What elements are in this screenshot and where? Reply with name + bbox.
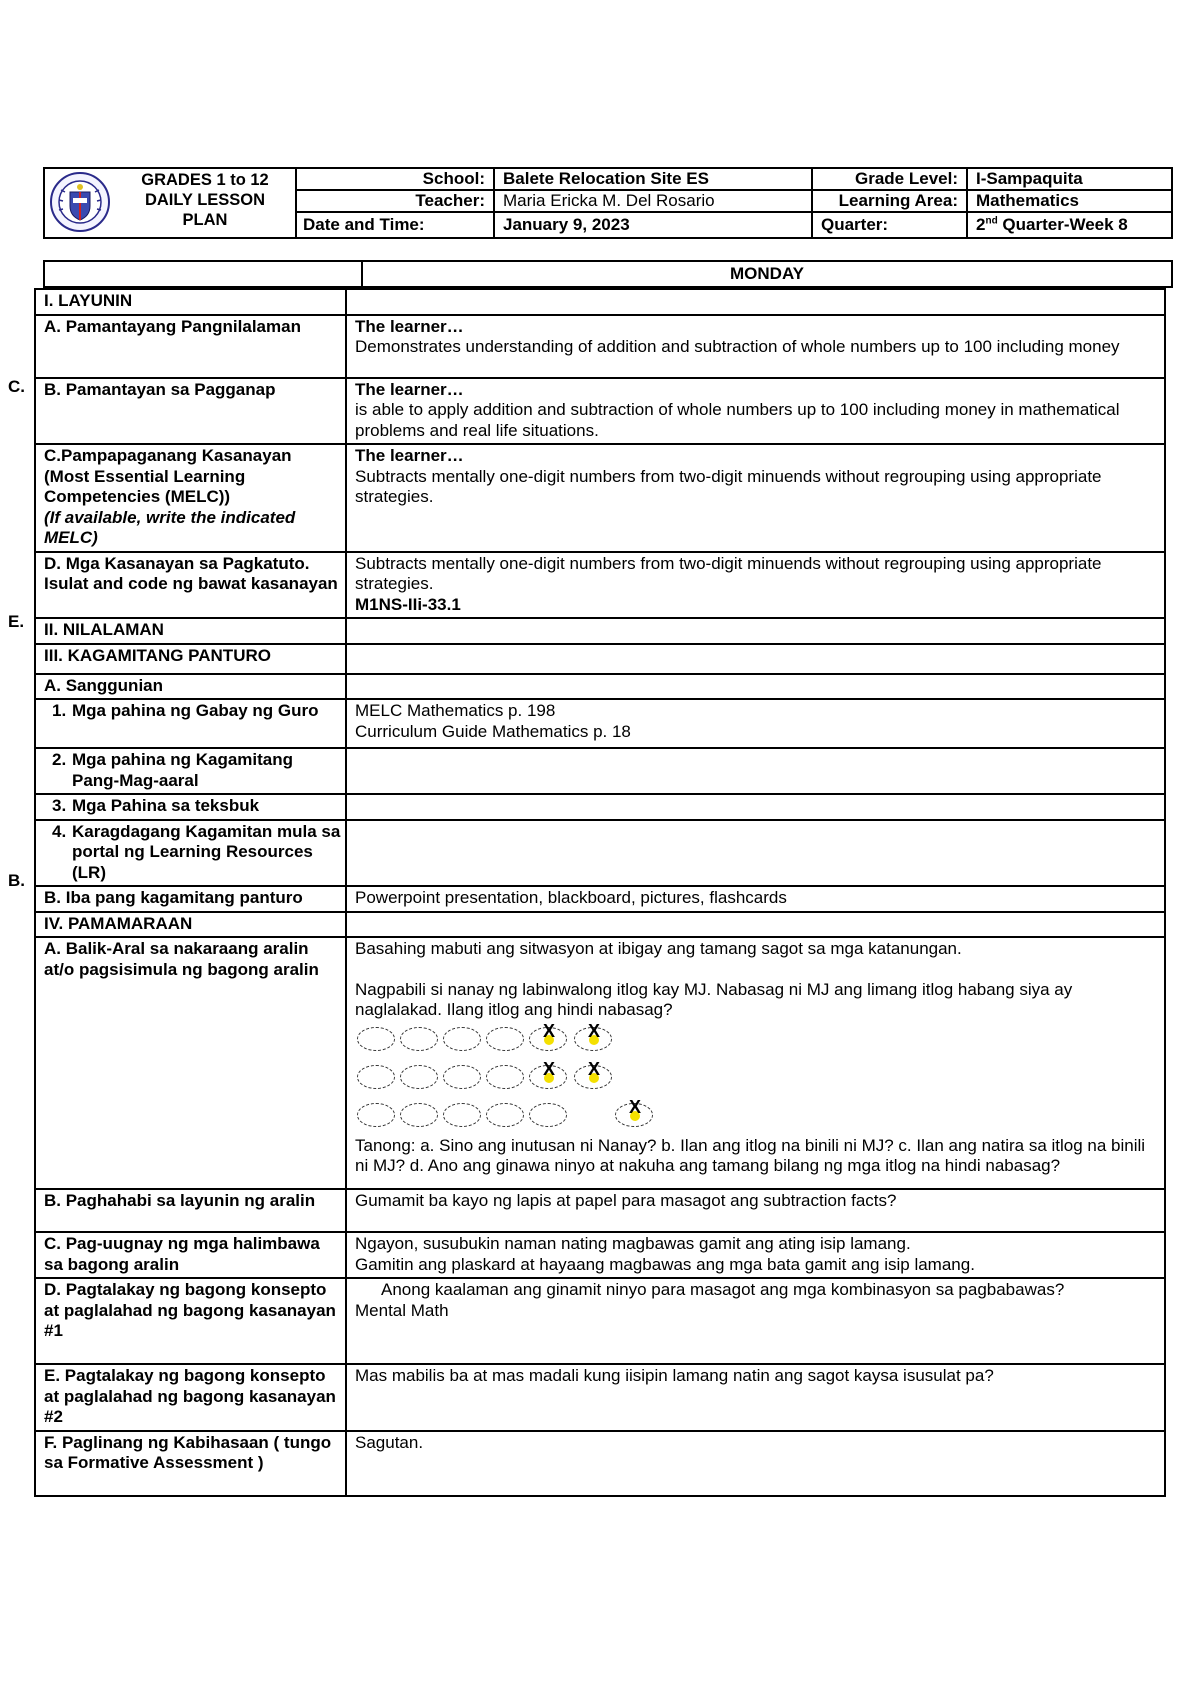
- whole-egg: [400, 1103, 438, 1127]
- whole-egg: [529, 1103, 567, 1127]
- broken-mark: X: [543, 1020, 556, 1041]
- label-teksbuk: 3. Mga Pahina sa teksbuk: [35, 794, 346, 820]
- label-pag-uugnay: C. Pag-uugnay ng mga halimbawa sa bagong aralin: [35, 1232, 346, 1278]
- label-paghahabi: B. Paghahabi sa layunin ng aralin: [35, 1189, 346, 1232]
- competency-text: Subtracts mentally one-digit numbers from two-digit minuends without regrouping using appropriate strategies.: [355, 553, 1102, 593]
- lesson-plan-table: [34, 288, 1166, 1497]
- label-kasanayan-sa-pagkatuto: D. Mga Kasanayan sa Pagkatuto. Isulat and code ng bawat kasanayan: [35, 552, 346, 619]
- table-row: [35, 618, 1165, 644]
- content-standard-text: Demonstrates understanding of addition and subtraction of whole numbers up to 100 including money: [355, 337, 1120, 356]
- title-cell: [45, 169, 297, 237]
- day-header: MONDAY: [730, 264, 804, 283]
- table-row: [35, 444, 1165, 552]
- reference-melc: MELC Mathematics p. 198: [355, 701, 556, 720]
- school-label: School:: [295, 169, 495, 189]
- deped-seal-icon: [49, 170, 111, 234]
- learning-area-label: Learning Area:: [813, 191, 968, 211]
- example-text-2: Gamitin ang plaskard at hayaang magbawas ang mga bata gamit ang isip lamang.: [355, 1254, 975, 1274]
- whole-egg: [357, 1027, 395, 1051]
- table-row: [35, 1232, 1165, 1278]
- margin-marker-b: B.: [8, 871, 25, 890]
- quarter-label: Quarter:: [813, 213, 968, 237]
- table-row: [35, 1189, 1165, 1232]
- melc-text: Subtracts mentally one-digit numbers from two-digit minuends without regrouping using appropriate strategies.: [355, 466, 1102, 506]
- label-pagtalakay-1: D. Pagtalakay ng bagong konsepto at paglalahad ng bagong kasanayan #1: [35, 1278, 346, 1364]
- discussion-answer-1: Mental Math: [355, 1300, 449, 1320]
- table-row: [35, 699, 1165, 748]
- whole-egg: [400, 1065, 438, 1089]
- discussion-question-1: Anong kaalaman ang ginamit ninyo para masagot ang mga kombinasyon sa pagbabawas?: [381, 1280, 1065, 1299]
- word-problem: Nagpabili si nanay ng labinwalong itlog kay MJ. Nabasag ni MJ ang limang itlog habang siya ay naglalakad. Ilang itlog ang hindi nabasag?: [355, 979, 1073, 1019]
- document-title: GRADES 1 to 12 DAILY LESSON PLAN: [141, 171, 269, 229]
- teacher-value: Maria Ericka M. Del Rosario: [495, 191, 813, 211]
- lesson-plan-header: [43, 167, 1173, 239]
- section-nilalaman: II. NILALAMAN: [35, 618, 346, 644]
- whole-egg: [400, 1027, 438, 1051]
- whole-egg: [443, 1027, 481, 1051]
- grade-level-label: Grade Level:: [813, 169, 968, 189]
- table-row: [35, 289, 1165, 315]
- date-time-label: Date and Time:: [295, 213, 495, 237]
- label-gabay-ng-guro: 1. Mga pahina ng Gabay ng Guro: [35, 699, 346, 748]
- discussion-question-2: Mas mabilis ba at mas madali kung iisipin lamang natin ang sagot kaysa isusulat pa?: [346, 1364, 1165, 1431]
- performance-standard-text: is able to apply addition and subtraction of whole numbers up to 100 including money in mathematical problems and real life situations.: [355, 400, 1120, 440]
- label-balik-aral: A. Balik-Aral sa nakaraang aralin at/o pagsisimula ng bagong aralin: [35, 937, 346, 1189]
- label-karagdagang-kagamitan: 4. Karagdagang Kagamitan mula sa portal ng Learning Resources (LR): [35, 820, 346, 887]
- label-pamantayan-sa-pagganap: B. Pamantayan sa Pagganap: [35, 378, 346, 445]
- label-iba-pang-kagamitan: B. Iba pang kagamitang panturo: [35, 886, 346, 912]
- date-time-value: January 9, 2023: [495, 213, 813, 237]
- section-pamamaraan: IV. PAMAMARAAN: [35, 912, 346, 938]
- label-kagamitang-pang-mag-aaral: 2. Mga pahina ng Kagamitang Pang-Mag-aaral: [35, 748, 346, 794]
- label-paglinang-ng-kabihasaan: F. Paglinang ng Kabihasaan ( tungo sa Formative Assessment ): [35, 1431, 346, 1496]
- learner-lead: The learner…: [355, 446, 464, 465]
- broken-mark: X: [543, 1058, 556, 1079]
- whole-egg: [357, 1065, 395, 1089]
- broken-mark: X: [629, 1096, 642, 1117]
- label-melc: C.Pampapaganang Kasanayan (Most Essential Learning Competencies (MELC)) (If available, write the indicated MELC): [35, 444, 346, 552]
- margin-marker-c: C.: [8, 377, 25, 396]
- whole-egg: [486, 1103, 524, 1127]
- label-pamantayang-pangnilalaman: A. Pamantayang Pangnilalaman: [35, 315, 346, 378]
- table-row: [35, 378, 1165, 445]
- margin-marker-e: E.: [8, 612, 25, 631]
- table-row: [35, 644, 1165, 674]
- whole-egg: [443, 1065, 481, 1089]
- review-instruction: Basahing mabuti ang sitwasyon at ibigay ang tamang sagot sa mga katanungan.: [355, 939, 962, 958]
- section-kagamitang-panturo: III. KAGAMITANG PANTURO: [35, 644, 346, 674]
- learning-area-value: Mathematics: [976, 191, 1079, 210]
- learner-lead: The learner…: [355, 316, 464, 336]
- label-pagtalakay-2: E. Pagtalakay ng bagong konsepto at paglalahad ng bagong kasanayan #2: [35, 1364, 346, 1431]
- table-row: [35, 886, 1165, 912]
- quarter-value: 2nd Quarter-Week 8: [976, 215, 1128, 234]
- table-row: [35, 794, 1165, 820]
- review-questions: Tanong: a. Sino ang inutusan ni Nanay? b. Ilan ang itlog na binili ni MJ? c. Ilan ang natira sa itlog na binili ni MJ? d. Ano ang ginawa ninyo at nakuha ang tamang bilang ng mga itlog na hindi nabasag?: [355, 1135, 1146, 1175]
- table-row: [35, 1364, 1165, 1431]
- table-row: [35, 552, 1165, 619]
- table-row: [35, 820, 1165, 887]
- table-row: [35, 315, 1165, 378]
- table-row: [35, 748, 1165, 794]
- table-row: [35, 674, 1165, 700]
- label-sanggunian: A. Sanggunian: [35, 674, 346, 700]
- reference-curriculum-guide: Curriculum Guide Mathematics p. 18: [355, 721, 631, 741]
- whole-egg: [443, 1103, 481, 1127]
- egg-illustration: [355, 1020, 1160, 1136]
- day-header-row: [43, 260, 1173, 288]
- table-row: [35, 1278, 1165, 1364]
- table-row: [35, 912, 1165, 938]
- other-materials-text: Powerpoint presentation, blackboard, pictures, flashcards: [346, 886, 1165, 912]
- learner-lead: The learner…: [355, 379, 464, 399]
- table-row: [35, 1431, 1165, 1496]
- broken-mark: X: [588, 1020, 601, 1041]
- broken-mark: X: [588, 1058, 601, 1079]
- school-value: Balete Relocation Site ES: [495, 169, 813, 189]
- table-row: [35, 937, 1165, 1189]
- example-text-1: Ngayon, susubukin naman nating magbawas gamit ang ating isip lamang.: [355, 1234, 911, 1253]
- formative-assessment-text: Sagutan.: [346, 1431, 1165, 1496]
- section-layunin: I. LAYUNIN: [35, 289, 346, 315]
- whole-egg: [357, 1103, 395, 1127]
- whole-egg: [486, 1065, 524, 1089]
- motivation-question: Gumamit ba kayo ng lapis at papel para masagot ang subtraction facts?: [346, 1189, 1165, 1232]
- header-info-grid: [295, 169, 1173, 237]
- grade-level-value: I-Sampaquita: [976, 169, 1083, 188]
- teacher-label: Teacher:: [295, 191, 495, 211]
- whole-egg: [486, 1027, 524, 1051]
- competency-code: M1NS-IIi-33.1: [355, 594, 461, 614]
